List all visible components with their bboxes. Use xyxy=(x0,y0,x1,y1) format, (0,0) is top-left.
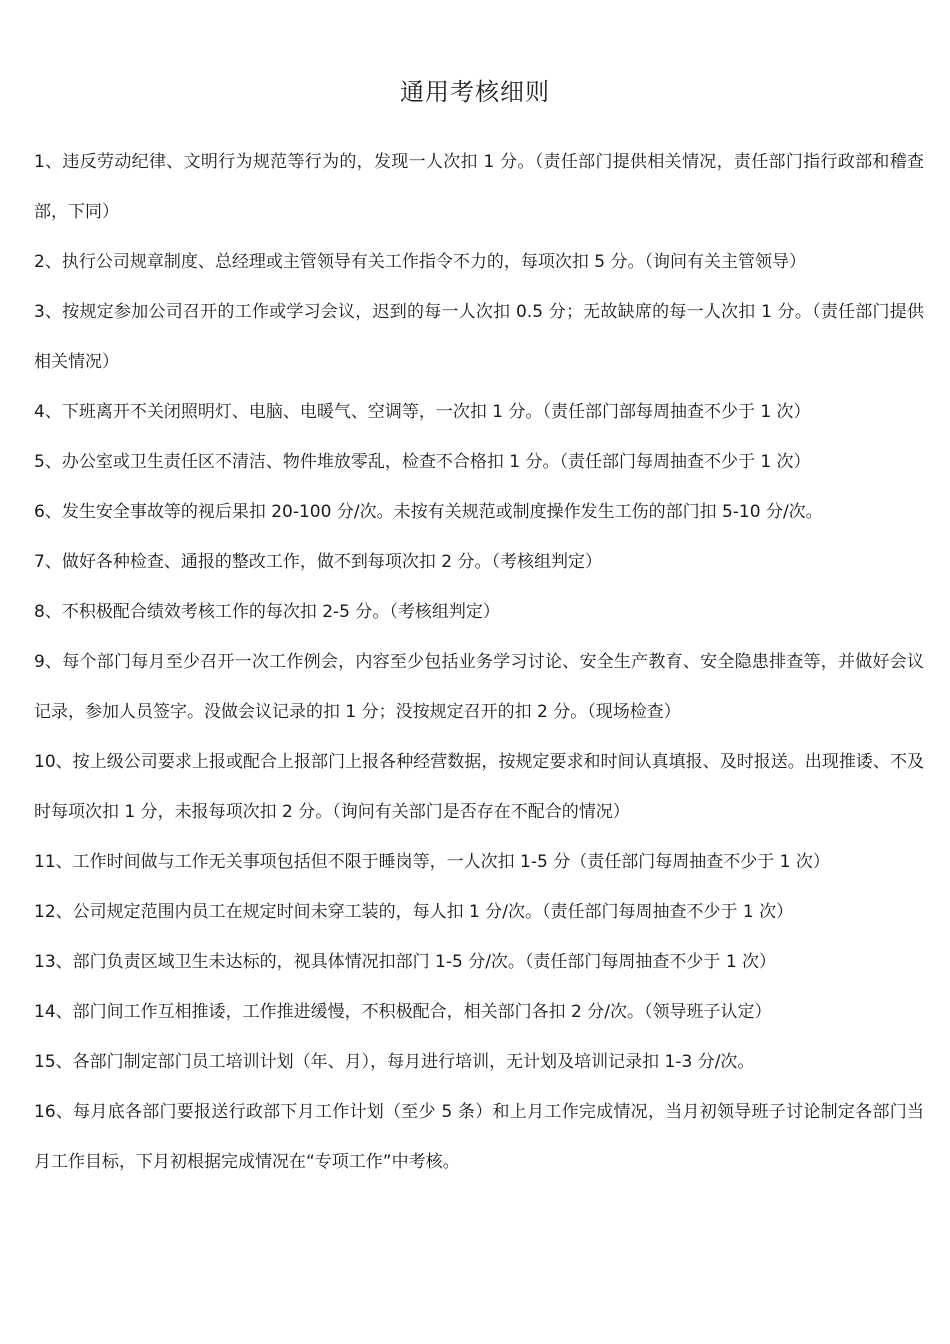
rule-item-1: 1、违反劳动纪律、文明行为规范等行为的，发现一人次扣 1 分。（责任部门提供相关情况，责任部门指行政部和稽查部，下同） xyxy=(34,152,924,222)
rule-item-10: 10、按上级公司要求上报或配合上报部门上报各种经营数据，按规定要求和时间认真填报、及时报送。出现推诿、不及时每项次扣 1 分，未报每项次扣 2 分。（询问有关部门是否存在不配合的情况） xyxy=(34,752,924,822)
rule-item-3: 3、按规定参加公司召开的工作或学习会议，迟到的每一人次扣 0.5 分；无故缺席的每一人次扣 1 分。（责任部门提供相关情况） xyxy=(34,302,924,372)
rule-item-11: 11、工作时间做与工作无关事项包括但不限于睡岗等，一人次扣 1-5 分（责任部门每周抽查不少于 1 次） xyxy=(34,852,830,872)
rule-item-8: 8、不积极配合绩效考核工作的每次扣 2-5 分。（考核组判定） xyxy=(34,602,500,622)
rule-item-12: 12、公司规定范围内员工在规定时间未穿工装的，每人扣 1 分/次。（责任部门每周抽查不少于 1 次） xyxy=(34,902,794,922)
rule-item-5: 5、办公室或卫生责任区不清洁、物件堆放零乱，检查不合格扣 1 分。（责任部门每周抽查不少于 1 次） xyxy=(34,452,811,472)
document-title: 通用考核细则 xyxy=(400,78,550,106)
rule-item-16: 16、每月底各部门要报送行政部下月工作计划（至少 5 条）和上月工作完成情况，当月初领导班子讨论制定各部门当月工作目标，下月初根据完成情况在“专项工作”中考核。 xyxy=(34,1102,924,1172)
rules-list xyxy=(34,137,924,1187)
rule-item-4: 4、下班离开不关闭照明灯、电脑、电暖气、空调等，一次扣 1 分。（责任部门部每周抽查不少于 1 次） xyxy=(34,402,811,422)
rule-item-15: 15、各部门制定部门员工培训计划（年、月），每月进行培训，无计划及培训记录扣 1-3 分/次。 xyxy=(34,1052,755,1072)
rule-item-9: 9、每个部门每月至少召开一次工作例会，内容至少包括业务学习讨论、安全生产教育、安全隐患排查等，并做好会议记录，参加人员签字。没做会议记录的扣 1 分；没按规定召开的扣 2 分。（现场检查） xyxy=(34,652,924,722)
rule-item-14: 14、部门间工作互相推诿，工作推进缓慢，不积极配合，相关部门各扣 2 分/次。（领导班子认定） xyxy=(34,1002,772,1022)
rule-item-6: 6、发生安全事故等的视后果扣 20-100 分/次。未按有关规范或制度操作发生工伤的部门扣 5-10 分/次。 xyxy=(34,502,823,522)
rule-item-7: 7、做好各种检查、通报的整改工作，做不到每项次扣 2 分。（考核组判定） xyxy=(34,552,602,572)
rule-item-13: 13、部门负责区域卫生未达标的，视具体情况扣部门 1-5 分/次。（责任部门每周抽查不少于 1 次） xyxy=(34,952,777,972)
rule-item-2: 2、执行公司规章制度、总经理或主管领导有关工作指令不力的，每项次扣 5 分。（询问有关主管领导） xyxy=(34,252,806,272)
